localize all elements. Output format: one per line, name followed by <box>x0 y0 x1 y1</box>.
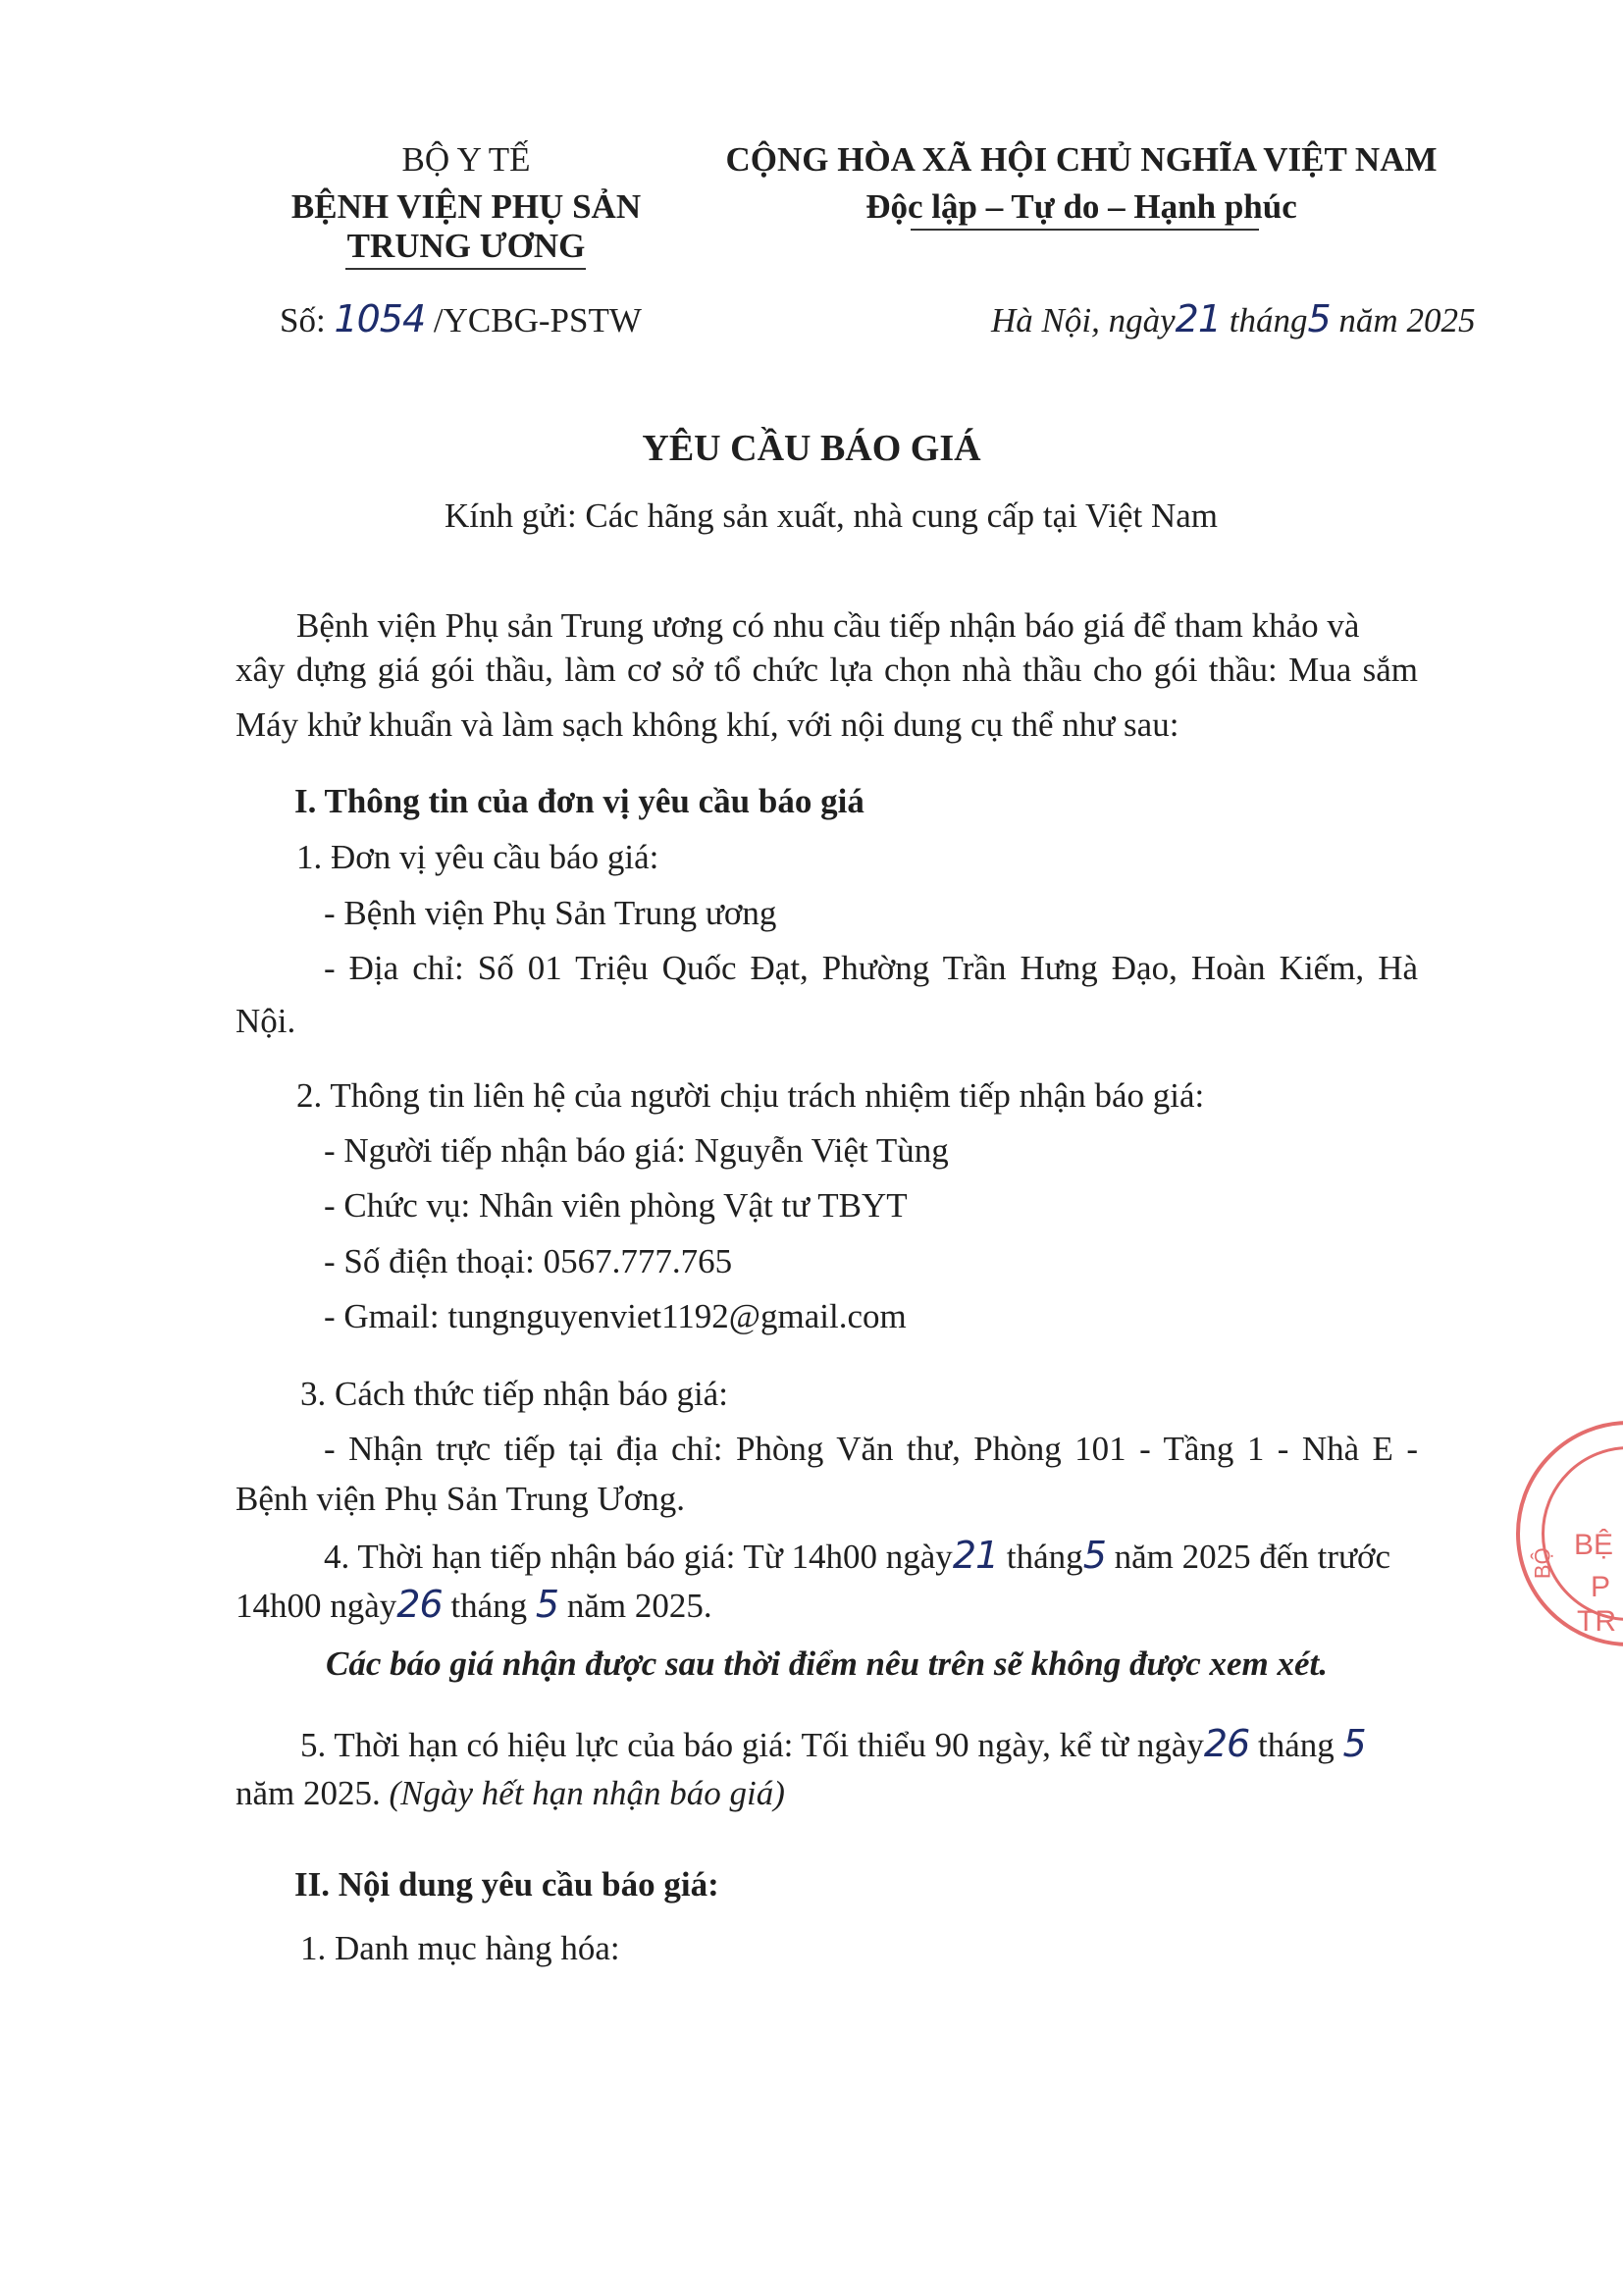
item3-label: 3. Cách thức tiếp nhận báo giá: <box>300 1375 728 1413</box>
item5-day-handwritten: 26 <box>1203 1722 1250 1765</box>
recipient-line: Kính gửi: Các hãng sản xuất, nhà cung cấp tại Việt Nam <box>445 496 1218 535</box>
date-month-label: tháng <box>1229 301 1308 339</box>
doc-number-prefix: Số: <box>280 301 326 339</box>
item5-line2 <box>236 1773 785 1814</box>
item5-line1 <box>300 1722 1366 1767</box>
item1-label: 1. Đơn vị yêu cầu báo giá: <box>296 838 659 876</box>
item4-line1 <box>324 1534 1390 1579</box>
item5-month-handwritten: 5 <box>1342 1722 1366 1765</box>
item1-address-line2: Nội. <box>236 1002 296 1040</box>
red-stamp-seal <box>1516 1421 1623 1646</box>
hospital-name-line1: BỆNH VIỆN PHỤ SẢN <box>290 187 642 226</box>
item5-text-a: 5. Thời hạn có hiệu lực của báo giá: Tối thiểu 90 ngày, kể từ ngày <box>300 1726 1204 1764</box>
item4-text-a: 4. Thời hạn tiếp nhận báo giá: Từ 14h00 ngày <box>324 1538 953 1576</box>
section-1-heading: I. Thông tin của đơn vị yêu cầu báo giá <box>294 782 864 820</box>
stamp-text-3: TR <box>1577 1605 1616 1638</box>
item2-email: - Gmail: tungnguyenviet1192@gmail.com <box>324 1297 907 1335</box>
item1-unit: - Bệnh viện Phụ Sản Trung ương <box>324 894 777 932</box>
hospital-name-line2: TRUNG ƯƠNG <box>346 227 586 265</box>
intro-line-2: xây dựng giá gói thầu, làm cơ sở tổ chức lựa chọn nhà thầu cho gói thầu: Mua sắm <box>236 651 1418 689</box>
item4-text-d: 14h00 ngày <box>236 1587 397 1625</box>
header-left-underline <box>345 268 586 270</box>
item4-text-f: năm 2025. <box>566 1587 712 1625</box>
item2-label: 2. Thông tin liên hệ của người chịu trách nhiệm tiếp nhận báo giá: <box>296 1076 1205 1115</box>
country-name: CỘNG HÒA XÃ HỘI CHỦ NGHĨA VIỆT NAM <box>725 140 1438 179</box>
item4-day2-handwritten: 26 <box>396 1583 443 1626</box>
ministry-name: BỘ Y TẾ <box>401 140 531 179</box>
item4-text-c: năm 2025 đến trước <box>1114 1538 1391 1576</box>
stamp-text-1: BỆ <box>1574 1529 1614 1561</box>
item4-line2 <box>236 1583 712 1628</box>
item3-line1: - Nhận trực tiếp tại địa chỉ: Phòng Văn thư, Phòng 101 - Tầng 1 - Nhà E - <box>324 1430 1418 1468</box>
stamp-text-2: P <box>1591 1571 1611 1603</box>
intro-line-1: Bệnh viện Phụ sản Trung ương có nhu cầu tiếp nhận báo giá để tham khảo và <box>296 606 1360 645</box>
intro-line-3: Máy khử khuẩn và làm sạch không khí, với nội dung cụ thể như sau: <box>236 705 1179 744</box>
date-year: năm 2025 <box>1338 301 1476 339</box>
section2-item1: 1. Danh mục hàng hóa: <box>300 1929 620 1967</box>
doc-number-handwritten: 1054 <box>334 297 426 340</box>
national-motto: Độc lập – Tự do – Hạnh phúc <box>865 187 1297 226</box>
section-2-heading: II. Nội dung yêu cầu báo giá: <box>294 1865 719 1904</box>
doc-number-suffix: /YCBG-PSTW <box>433 301 642 339</box>
document-title: YÊU CẦU BÁO GIÁ <box>642 428 981 469</box>
motto-underline <box>911 229 1259 231</box>
item5-text-b: tháng <box>1257 1726 1335 1764</box>
stamp-text-4: BỘ <box>1530 1547 1555 1580</box>
item4-text-e: tháng <box>450 1587 528 1625</box>
document-number <box>280 297 642 342</box>
item5-text-c: năm 2025. <box>236 1774 381 1812</box>
item2-receiver: - Người tiếp nhận báo giá: Nguyễn Việt Tùng <box>324 1131 949 1170</box>
date-day-handwritten: 21 <box>1175 297 1221 340</box>
item2-phone: - Số điện thoại: 0567.777.765 <box>324 1242 733 1280</box>
item4-month2-handwritten: 5 <box>535 1583 559 1626</box>
item2-position: - Chức vụ: Nhân viên phòng Vật tư TBYT <box>324 1186 908 1225</box>
item5-note: (Ngày hết hạn nhận báo giá) <box>389 1774 785 1812</box>
deadline-notice: Các báo giá nhận được sau thời điểm nêu trên sẽ không được xem xét. <box>326 1644 1328 1683</box>
item4-month1-handwritten: 5 <box>1082 1534 1106 1577</box>
date-month-handwritten: 5 <box>1307 297 1331 340</box>
item4-day1-handwritten: 21 <box>952 1534 999 1577</box>
item4-text-b: tháng <box>1006 1538 1083 1576</box>
item1-address-line1: - Địa chỉ: Số 01 Triệu Quốc Đạt, Phường Trần Hưng Đạo, Hoàn Kiếm, Hà <box>324 949 1418 987</box>
item3-line2: Bệnh viện Phụ Sản Trung Ương. <box>236 1480 685 1518</box>
document-date <box>991 297 1475 342</box>
date-prefix: Hà Nội, ngày <box>991 301 1176 339</box>
